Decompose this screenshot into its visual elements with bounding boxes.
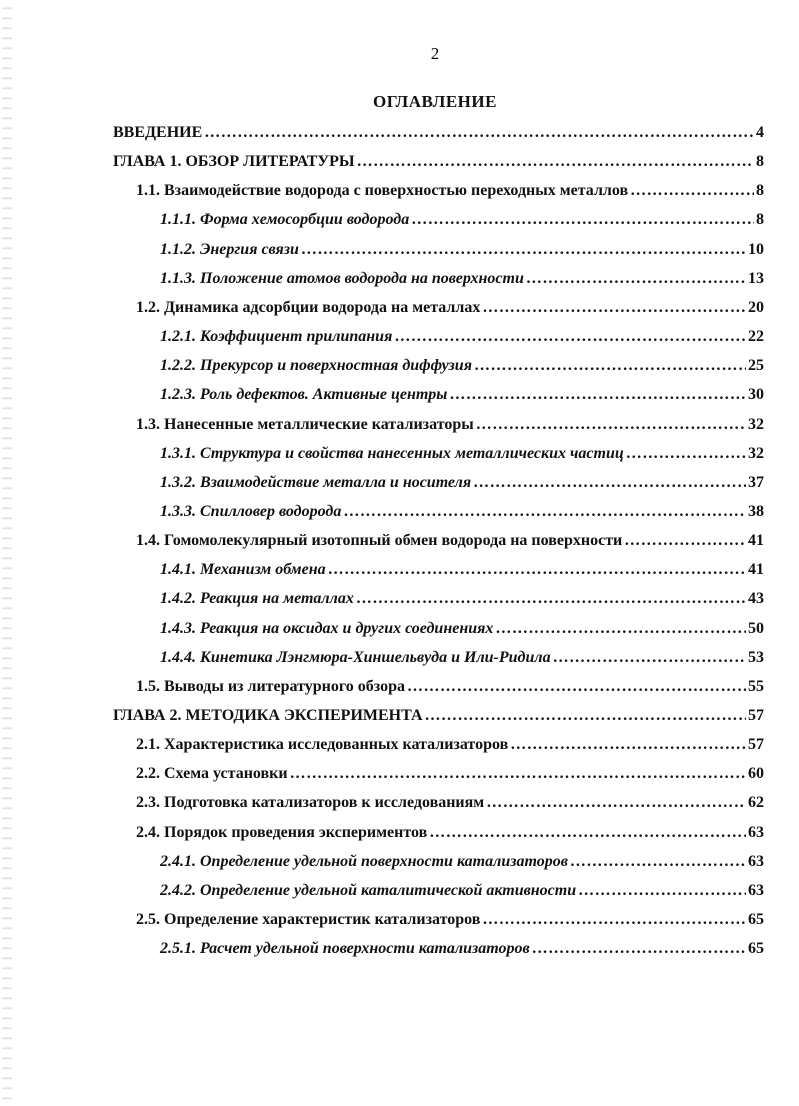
toc-entry-page: 65 [748,940,764,958]
toc-entry-label: 2.4.2. Определение удельной каталитической активности [160,881,577,899]
toc-entry[interactable] [160,561,764,581]
toc-entry-page: 41 [748,532,764,550]
dot-leader [476,416,746,434]
toc-entry-page: 8 [756,211,764,229]
toc-entry-label: 2.4. Порядок проведения экспериментов [136,823,428,841]
toc-entry[interactable] [136,416,764,436]
toc-entry-page: 63 [748,852,764,870]
toc-entry-page: 8 [756,153,764,171]
toc-entry-page: 4 [756,124,764,141]
dot-leader [429,824,746,842]
toc-entry-page: 13 [748,269,764,287]
dot-leader [630,182,754,200]
toc-entry-label: 1.2.3. Роль дефектов. Активные центры [160,386,448,404]
dot-leader [449,386,746,404]
toc-entry-label: ГЛАВА 1. ОБЗОР ЛИТЕРАТУРЫ [113,153,355,171]
toc-entry-page: 8 [756,182,764,200]
toc-entry-page: 60 [748,765,764,783]
dot-leader [301,241,746,259]
dot-leader [482,911,746,929]
toc-entry[interactable] [136,765,764,785]
toc-entry-label: 1.2. Динамика адсорбции водорода на металлах [136,298,481,316]
toc-entry[interactable] [160,211,764,231]
toc-entry[interactable] [113,707,764,727]
dot-leader [411,211,754,229]
toc-entry-label: 2.1. Характеристика исследованных катализаторов [136,736,509,754]
toc-entry[interactable] [136,824,764,844]
dot-leader [290,765,746,783]
toc-entry-page: 32 [748,444,764,462]
toc-entry[interactable] [136,794,764,814]
dot-leader [394,328,746,346]
page-number: 2 [430,44,440,63]
toc-entry-page: 38 [748,502,764,520]
toc-entry-page: 37 [748,473,764,491]
dot-leader [474,357,746,375]
toc-entry-page: 63 [748,881,764,899]
toc-entry[interactable] [136,532,764,552]
toc-entry-page: 57 [748,736,764,754]
toc-entry[interactable] [160,474,764,494]
dot-leader [486,794,746,812]
toc-entry-page: 10 [748,240,764,258]
toc-entry[interactable] [136,911,764,931]
toc-entry[interactable] [160,503,764,523]
toc-entry-page: 63 [748,823,764,841]
toc-entry-label: 1.3.3. Спилловер водорода [160,502,342,520]
toc-entry[interactable] [113,124,764,144]
dot-leader [570,853,746,871]
dot-leader [473,474,746,492]
toc-entry-label: 2.5. Определение характеристик катализаторов [136,911,481,929]
toc-entry[interactable] [136,182,764,202]
toc-entry[interactable] [160,328,764,348]
dot-leader [482,299,746,317]
toc-entry-label: 2.5.1. Расчет удельной поверхности катализаторов [160,940,530,958]
dot-leader [526,270,746,288]
dot-leader [425,707,746,725]
dot-leader [510,736,746,754]
toc-entry[interactable] [160,882,764,902]
toc-entry-label: ВВЕДЕНИЕ [113,124,203,141]
toc-entry[interactable] [160,357,764,377]
toc-entry-label: 1.1.2. Энергия связи [160,240,299,258]
toc-entry-label: 1.5. Выводы из литературного обзора [136,677,405,695]
toc-entry[interactable] [136,299,764,319]
dot-leader [407,678,746,696]
toc-entry-page: 53 [748,648,764,666]
toc-entry-page: 25 [748,357,764,375]
toc-entry-page: 43 [748,590,764,608]
toc-entry-label: 1.3.2. Взаимодействие металла и носителя [160,473,472,491]
toc-entry[interactable] [160,386,764,406]
toc-entry-label: 1.4.4. Кинетика Лэнгмюра-Хиншельвуда и Или-Ридила [160,648,551,666]
toc-entry[interactable] [160,940,764,960]
toc-entry[interactable] [136,736,764,756]
dot-leader [328,561,746,579]
toc-entry-page: 20 [748,298,764,316]
toc-entry-label: 2.3. Подготовка катализаторов к исследованиям [136,794,485,812]
toc-entry[interactable] [160,620,764,640]
toc-entry[interactable] [160,241,764,261]
toc-entry-page: 65 [748,911,764,929]
toc-entry-page: 55 [748,677,764,695]
toc-entry-label: 1.1.3. Положение атомов водорода на поверхности [160,269,524,287]
toc-entry-page: 62 [748,794,764,812]
toc-entry-label: 1.4.3. Реакция на оксидах и других соединениях [160,619,494,637]
toc-entry-page: 41 [748,561,764,579]
toc-entry[interactable] [160,649,764,669]
dot-leader [343,503,746,521]
toc-entry-label: 1.2.1. Коэффициент прилипания [160,328,393,346]
dot-leader [495,620,746,638]
toc-entry-label: 1.4.2. Реакция на металлах [160,590,354,608]
dot-leader [624,532,746,550]
dot-leader [204,124,754,142]
dot-leader [553,649,746,667]
scan-edge-artifact [2,0,12,1106]
toc-entry-page: 22 [748,328,764,346]
toc-title: ОГЛАВЛЕНИЕ [373,92,497,111]
dot-leader [357,153,754,171]
toc-entry-label: 2.2. Схема установки [136,765,288,783]
dot-leader [578,882,746,900]
toc-entry[interactable] [160,445,764,465]
toc-entry-label: 2.4.1. Определение удельной поверхности катализаторов [160,852,568,870]
toc-entry-label: 1.3.1. Структура и свойства нанесенных металлических частиц [160,444,624,462]
toc-entry-label: 1.1. Взаимодействие водорода с поверхностью переходных металлов [136,182,629,200]
toc-entry-label: 1.4.1. Механизм обмена [160,561,326,579]
dot-leader [532,940,746,958]
toc-entry-label: ГЛАВА 2. МЕТОДИКА ЭКСПЕРИМЕНТА [113,707,423,724]
toc-entry-page: 32 [748,415,764,433]
toc-entry-page: 50 [748,619,764,637]
toc-entry[interactable] [113,153,764,173]
toc-entry-label: 1.4. Гомомолекулярный изотопный обмен водорода на поверхности [136,532,623,550]
toc-entry[interactable] [136,678,764,698]
dot-leader [356,590,746,608]
toc-entry[interactable] [160,270,764,290]
dot-leader [626,445,746,463]
toc-entry-label: 1.1.1. Форма хемосорбции водорода [160,211,410,229]
toc-entry-page: 57 [748,707,764,724]
toc-entry-label: 1.2.2. Прекурсор и поверхностная диффузия [160,357,472,375]
toc-entry-label: 1.3. Нанесенные металлические катализаторы [136,415,474,433]
toc-entry-page: 30 [748,386,764,404]
toc-entry[interactable] [160,590,764,610]
toc-entry[interactable] [160,853,764,873]
